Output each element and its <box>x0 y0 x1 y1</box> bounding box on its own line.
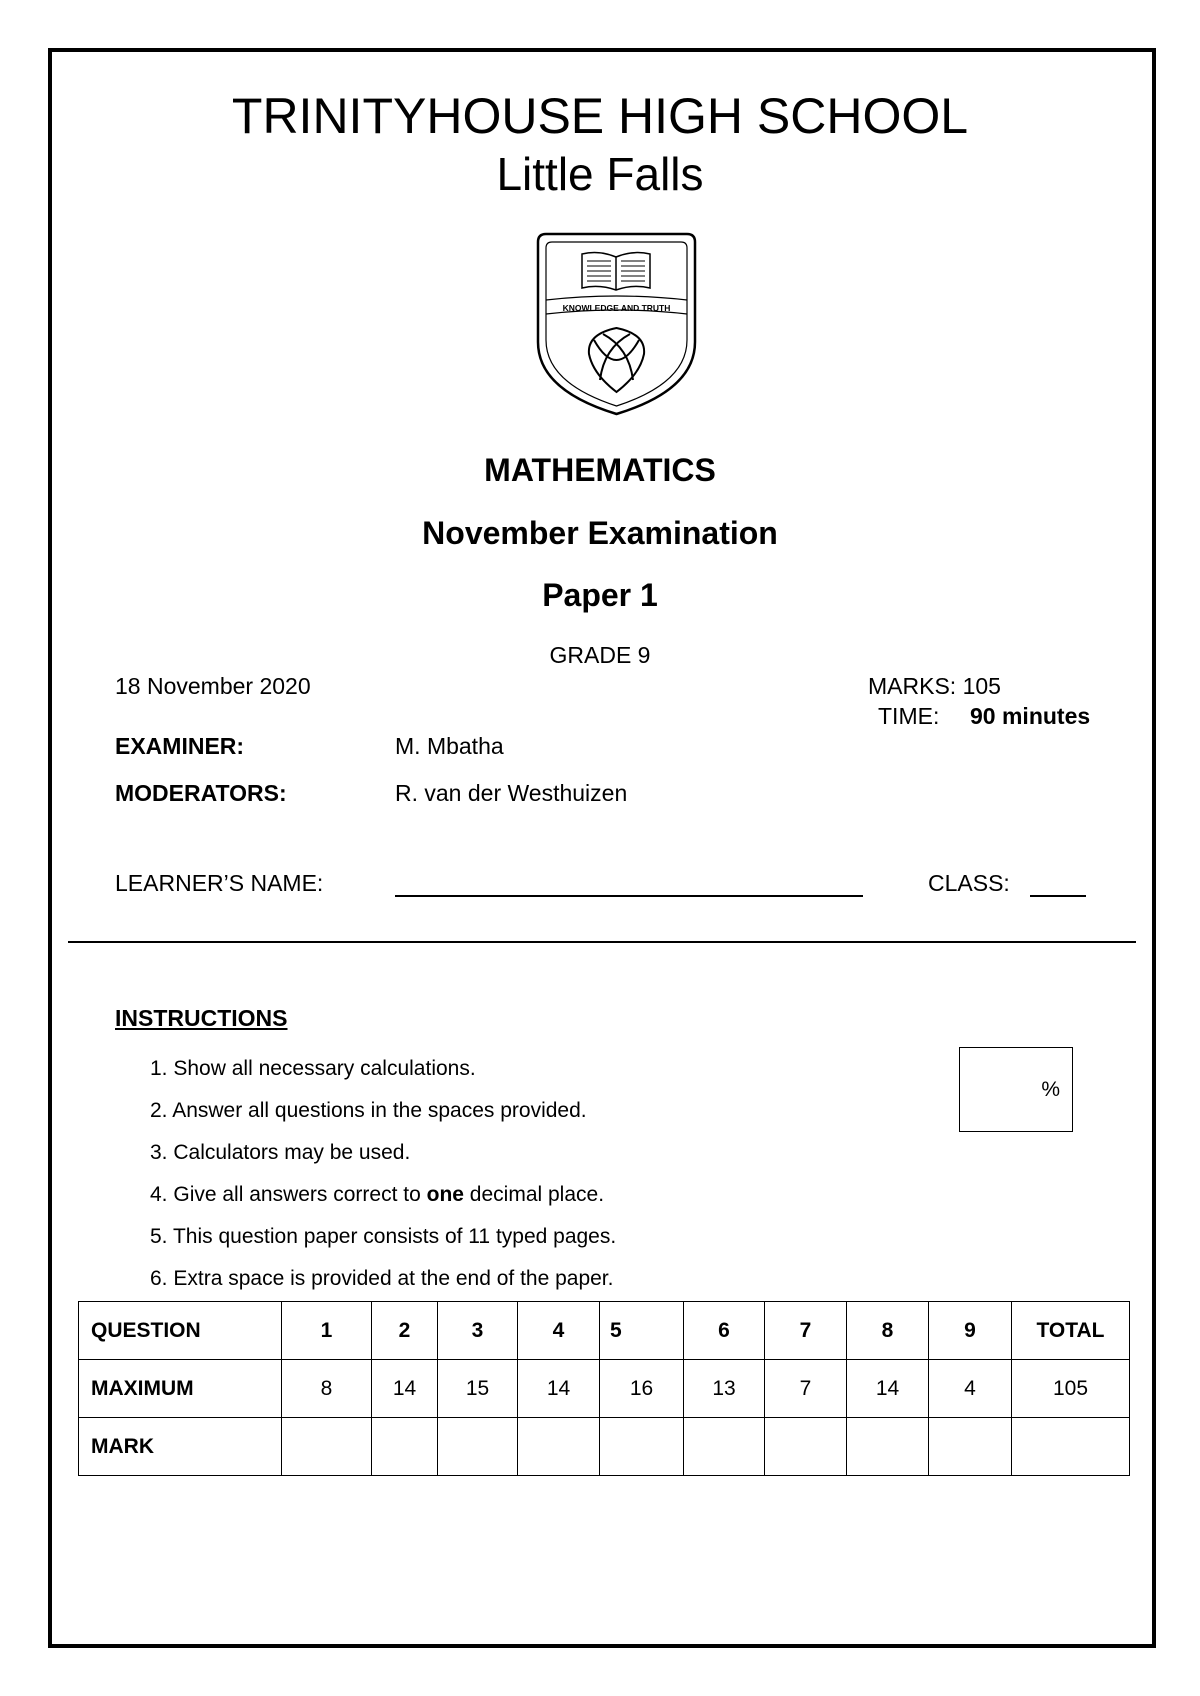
school-crest <box>534 230 699 418</box>
time-label: TIME: <box>878 703 940 729</box>
marks-table <box>78 1301 1130 1476</box>
mark-cell[interactable] <box>600 1418 684 1476</box>
examiner-value: M. Mbatha <box>395 733 504 759</box>
maximum-mark: 14 <box>372 1360 438 1418</box>
mark-cell[interactable] <box>765 1418 847 1476</box>
percentage-box[interactable] <box>959 1047 1073 1132</box>
question-number: 4 <box>518 1302 600 1360</box>
question-row <box>79 1302 1130 1360</box>
instruction-item: 1. Show all necessary calculations. <box>150 1057 476 1080</box>
subject-title: MATHEMATICS <box>484 452 716 488</box>
instructions-list <box>150 1048 616 1300</box>
question-number: 7 <box>765 1302 847 1360</box>
question-number: 3 <box>438 1302 518 1360</box>
instructions-heading: INSTRUCTIONS <box>115 1005 288 1031</box>
mark-label: MARK <box>79 1418 282 1476</box>
question-number: 5 <box>600 1302 684 1360</box>
maximum-mark: 14 <box>847 1360 929 1418</box>
question-number: 9 <box>929 1302 1012 1360</box>
mark-cell[interactable] <box>372 1418 438 1476</box>
maximum-mark: 7 <box>765 1360 847 1418</box>
instruction-item: 6. Extra space is provided at the end of the paper. <box>150 1267 614 1290</box>
moderators-value: R. van der Westhuizen <box>395 780 628 806</box>
marks-total: MARKS: 105 <box>868 673 1001 699</box>
mark-cell[interactable] <box>438 1418 518 1476</box>
maximum-mark: 8 <box>282 1360 372 1418</box>
maximum-mark: 4 <box>929 1360 1012 1418</box>
class-label: CLASS: <box>928 870 1010 896</box>
question-label: QUESTION <box>79 1302 282 1360</box>
percent-symbol: % <box>1041 1078 1060 1101</box>
grade-label: GRADE 9 <box>549 642 651 668</box>
school-town: Little Falls <box>496 148 704 200</box>
mark-cell[interactable] <box>847 1418 929 1476</box>
moderators-label: MODERATORS: <box>115 780 287 806</box>
section-divider <box>68 941 1136 943</box>
question-number: 8 <box>847 1302 929 1360</box>
maximum-label: MAXIMUM <box>79 1360 282 1418</box>
mark-cell[interactable] <box>929 1418 1012 1476</box>
mark-cell[interactable] <box>282 1418 372 1476</box>
mark-row <box>79 1418 1130 1476</box>
class-field[interactable] <box>1030 895 1086 897</box>
mark-total-cell[interactable] <box>1012 1418 1130 1476</box>
exam-title: November Examination <box>422 515 778 551</box>
maximum-mark: 15 <box>438 1360 518 1418</box>
instruction-item: 5. This question paper consists of 11 typed pages. <box>150 1225 617 1248</box>
maximum-mark: 14 <box>518 1360 600 1418</box>
maximum-row <box>79 1360 1130 1418</box>
mark-cell[interactable] <box>684 1418 765 1476</box>
exam-date: 18 November 2020 <box>115 673 311 699</box>
crest-motto: KNOWLEDGE AND TRUTH <box>562 303 671 313</box>
question-number: 1 <box>282 1302 372 1360</box>
school-name: TRINITYHOUSE HIGH SCHOOL <box>231 88 969 144</box>
learner-name-field[interactable] <box>395 895 863 897</box>
examiner-label: EXAMINER: <box>115 733 245 759</box>
question-number: 6 <box>684 1302 765 1360</box>
maximum-total: 105 <box>1012 1360 1130 1418</box>
mark-cell[interactable] <box>518 1418 600 1476</box>
instruction-item: 2. Answer all questions in the spaces provided. <box>150 1099 587 1122</box>
instruction-item: 4. Give all answers correct to one decimal place. <box>150 1183 605 1206</box>
learner-name-label: LEARNER’S NAME: <box>115 870 324 896</box>
paper-title: Paper 1 <box>542 577 658 613</box>
instruction-item: 3. Calculators may be used. <box>150 1141 411 1164</box>
total-header: TOTAL <box>1012 1302 1130 1360</box>
question-number: 2 <box>372 1302 438 1360</box>
maximum-mark: 13 <box>684 1360 765 1418</box>
time-value: 90 minutes <box>970 703 1091 729</box>
maximum-mark: 16 <box>600 1360 684 1418</box>
